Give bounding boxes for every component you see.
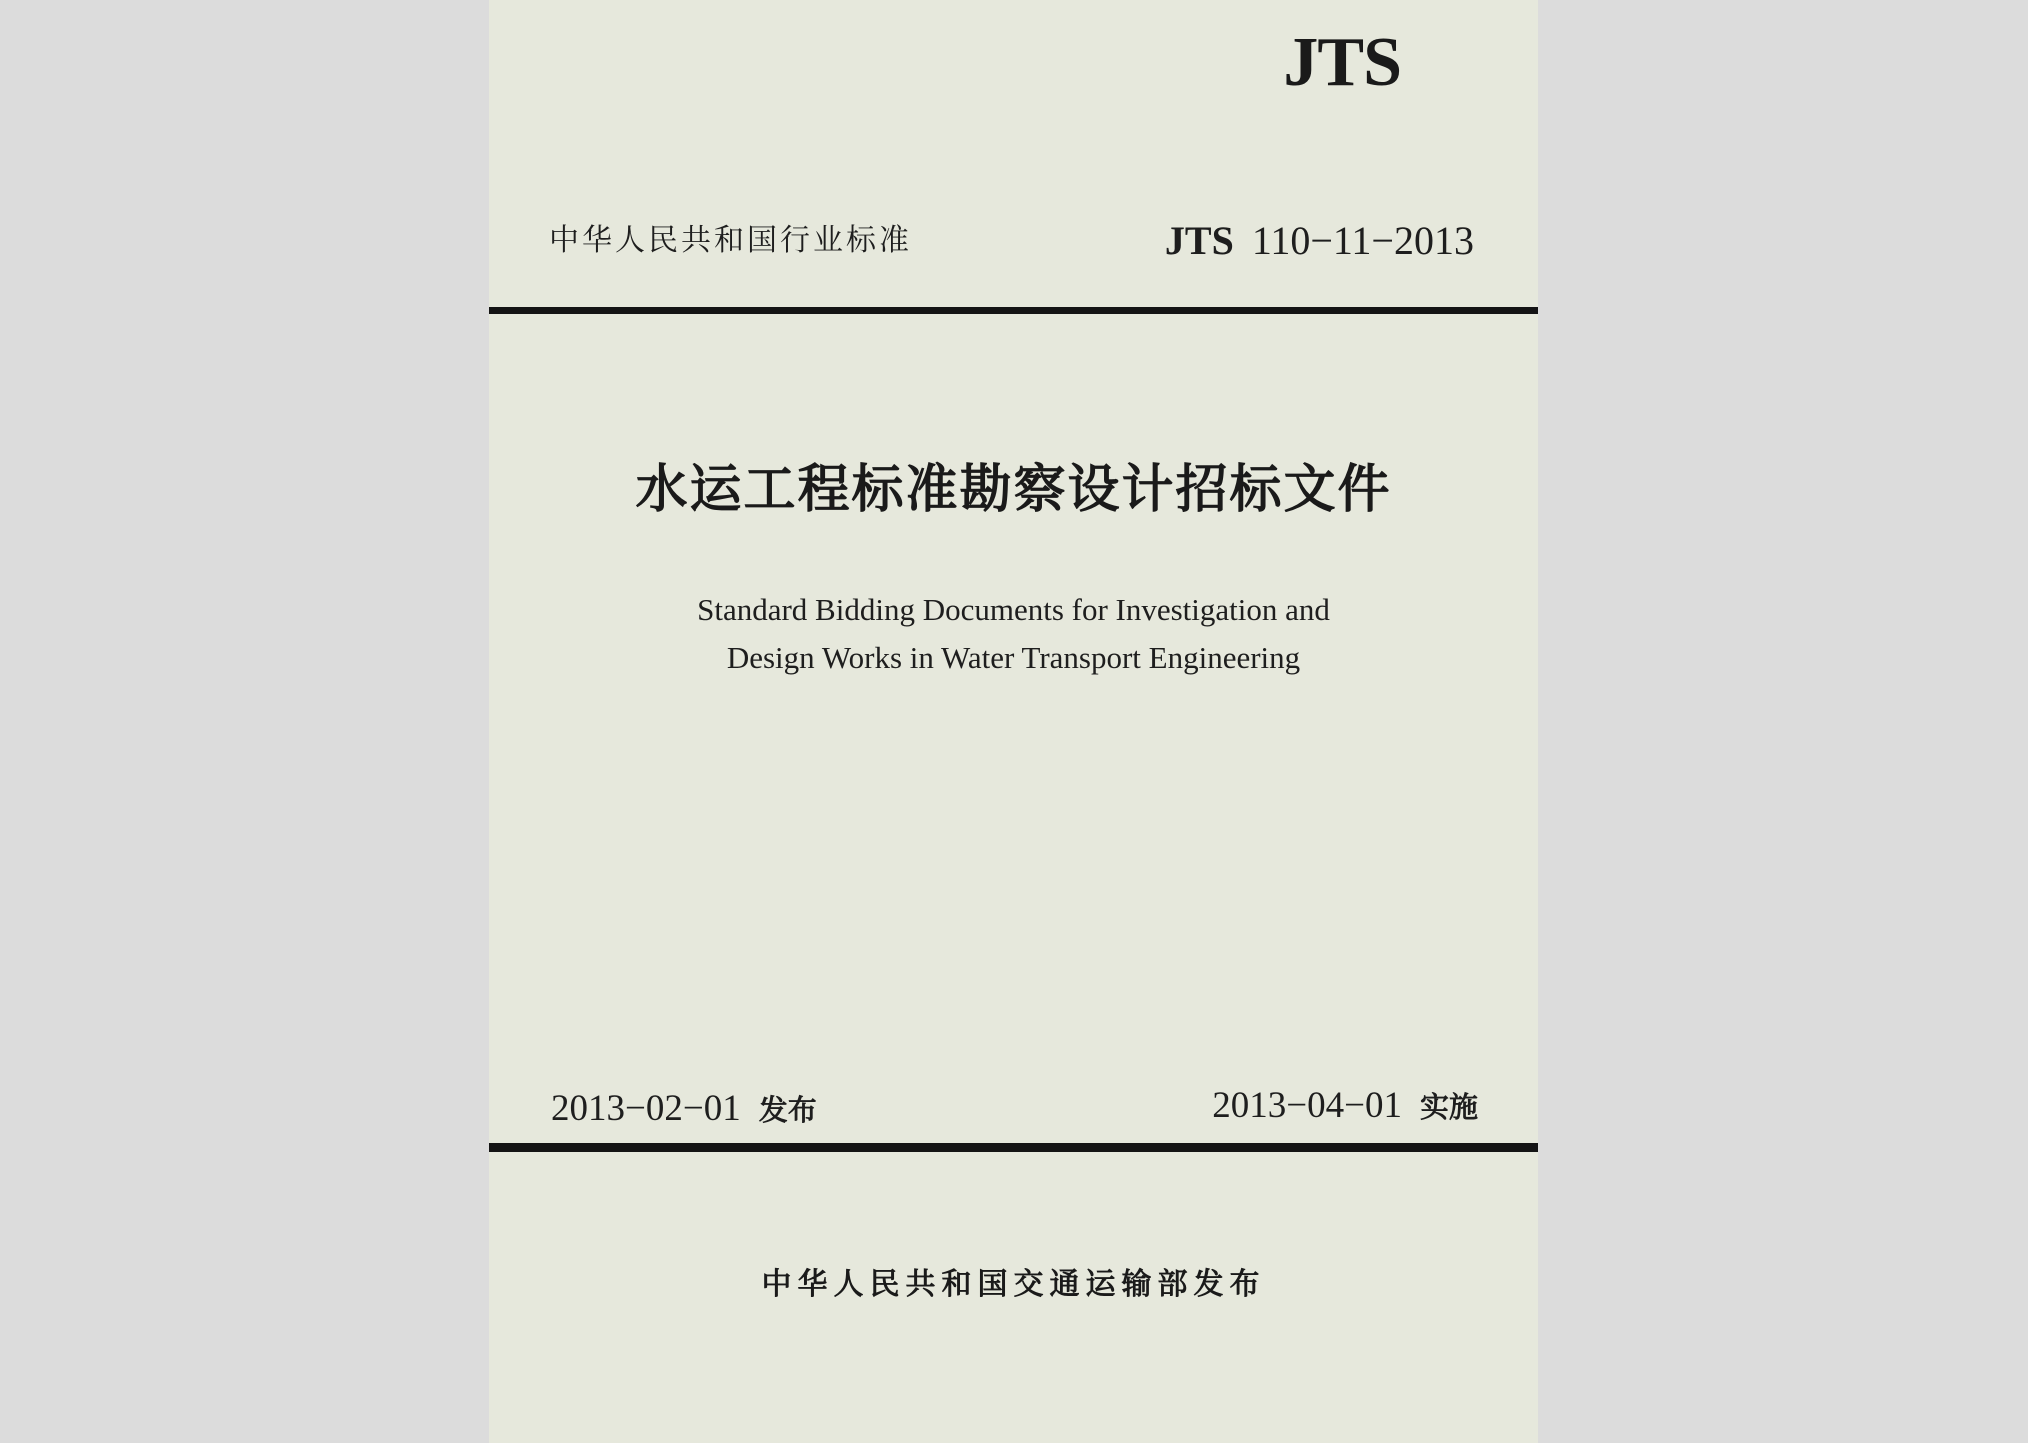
publish-date: 2013−02−01 — [551, 1088, 741, 1129]
publish-date-row — [551, 1090, 817, 1127]
document-cover — [489, 0, 1538, 1443]
standard-code — [1164, 218, 1474, 263]
standard-code-prefix: JTS — [1164, 218, 1234, 263]
implement-label: 实施 — [1419, 1090, 1478, 1124]
jts-logo: JTS — [1283, 24, 1401, 101]
implement-date-row — [1212, 1087, 1478, 1124]
top-divider — [489, 307, 1538, 314]
implement-date: 2013−04−01 — [1212, 1085, 1402, 1126]
standard-code-number: 110−11−2013 — [1251, 218, 1474, 263]
standard-category: 中华人民共和国行业标准 — [549, 223, 912, 258]
title-english-line-2: Design Works in Water Transport Engineering — [726, 640, 1301, 675]
bottom-divider — [489, 1143, 1538, 1152]
publish-label: 发布 — [758, 1093, 817, 1127]
publisher: 中华人民共和国交通运输部发布 — [761, 1267, 1266, 1302]
title-english-line-1: Standard Bidding Documents for Investigation and — [697, 592, 1330, 627]
title-chinese: 水运工程标准勘察设计招标文件 — [635, 459, 1392, 520]
